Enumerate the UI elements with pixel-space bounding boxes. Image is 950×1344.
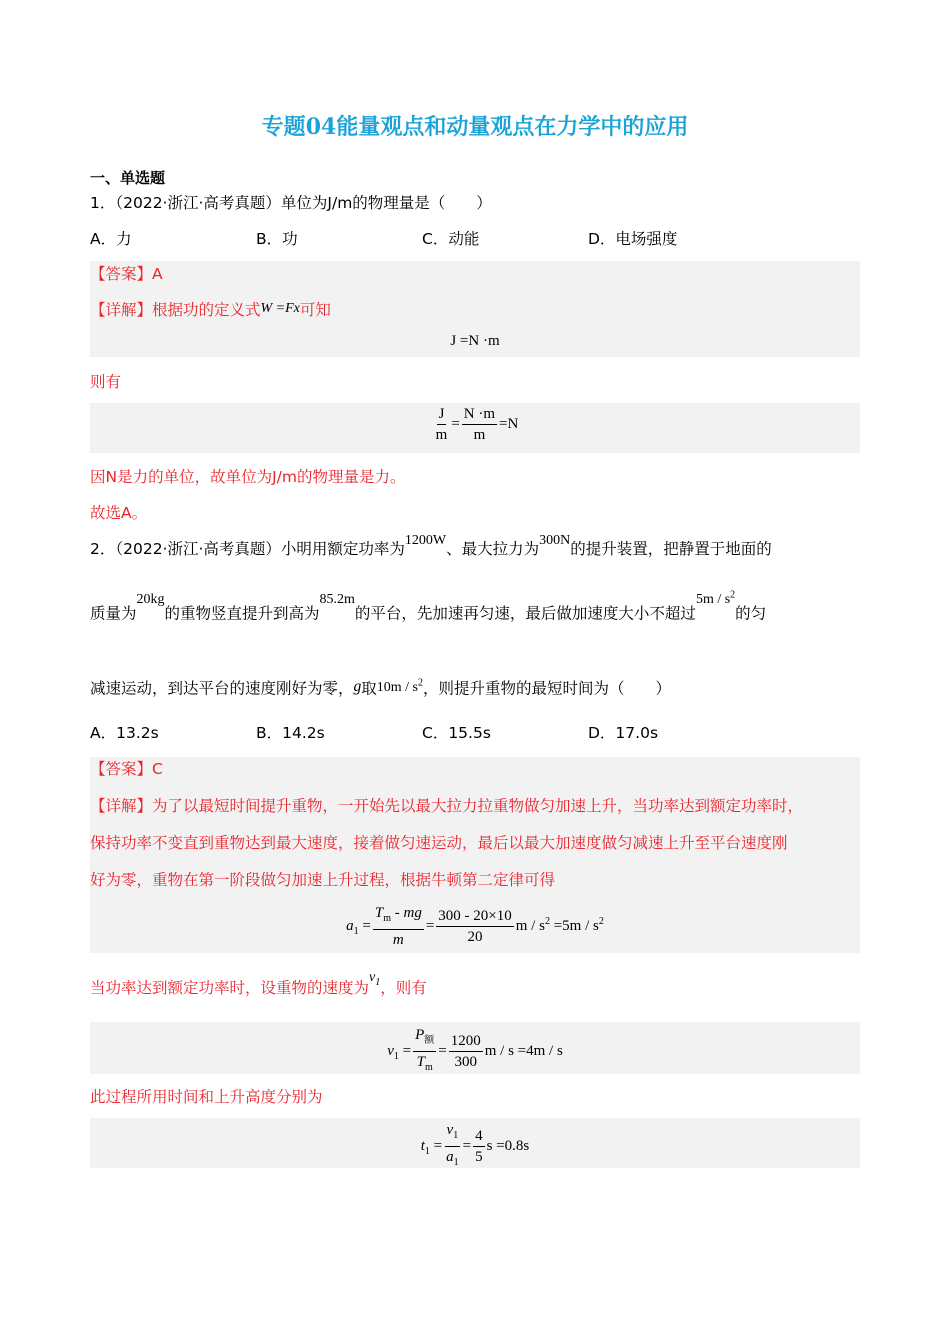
q1-stem: 1．（2022·浙江·高考真题）单位为J/m的物理量是（ ） (90, 194, 492, 212)
q1-option-b: B．功 (256, 230, 298, 248)
q2-time-text: 此过程所用时间和上升高度分别为 (90, 1088, 323, 1106)
section-heading: 一、单选题 (90, 169, 166, 187)
q1-equation-2: $\frac{J}{m}$ = $\frac{N \cdot m}{m}$ =N (435, 406, 519, 443)
q1-detail (90, 299, 331, 323)
q1-eq2-frac-right: $\frac{N \cdot m}{m}$ (463, 406, 496, 443)
q1-eq2-result: =N (499, 415, 519, 432)
q2-velocity-text: 当功率达到额定功率时，设重物的速度为$v_1$，则有 (90, 970, 427, 997)
q2-equation-accel: $a_1$ = $\frac{T_m - mg}{m}$ = $\frac{300 - 20\times 10}{20}$ $m / s^2 =5m / s^2$ (346, 905, 604, 948)
q2-height: 85.2m (319, 591, 355, 607)
q2-stem-line-2: 质量为20kg的重物竖直提升到高为85.2m的平台，先加速再匀速，最后做加速度大小不超过$5m / s^2$的匀 (90, 589, 767, 623)
q1-detail-label: 【详解】根据功的定义式 (90, 301, 261, 319)
q2-v1-symbol: $v_1$ (369, 970, 381, 988)
q1-equation-1: J =N ·m (450, 333, 500, 349)
q1-option-c: C．动能 (422, 230, 480, 248)
q2-equation-velocity: $v_1$ = $\frac{P_额}{T_m}$ = $\frac{1200}{300}$ m / s =4m / s (387, 1027, 563, 1073)
q2-power: 1200W (404, 533, 447, 548)
q1-conclusion: 因N是力的单位，故单位为J/m的物理量是力。 (90, 468, 406, 486)
q2-option-c: C．15.5s (422, 724, 491, 742)
title-suffix: 能量观点和动量观点在力学中的应用 (336, 115, 689, 140)
q2-detail-line-1: 【详解】为了以最短时间提升重物，一开始先以最大拉力拉重物做匀加速上升，当功率达到额定功率时， (90, 797, 804, 815)
q2-g-value: $10m / s^2$ (376, 677, 424, 695)
q2-force: 300N (539, 533, 571, 548)
q1-option-a: A．力 (90, 230, 132, 248)
q2-mass: 20kg (136, 591, 165, 607)
q2-option-a: A．13.2s (90, 724, 159, 742)
q2-option-b: B．14.2s (256, 724, 325, 742)
q1-detail-formula: W =Fx (260, 301, 300, 316)
q1-option-d: D．电场强度 (588, 230, 678, 248)
q1-detail-suffix: 可知 (299, 301, 331, 319)
q2-accel: $5m / s^2$ (695, 589, 736, 607)
q2-detail-line-2: 保持功率不变直到重物达到最大速度，接着做匀速运动，最后以最大加速度做匀减速上升至平台速度刚 (90, 834, 788, 852)
q2-stem-line-3: 减速运动，到达平台的速度刚好为零，g取$10m / s^2$，则提升重物的最短时间为（ ） (90, 677, 672, 698)
q2-answer: 【答案】C (90, 760, 163, 778)
title-prefix: 专题 (261, 115, 306, 140)
page-title (0, 110, 950, 141)
q1-answer: 【答案】A (90, 265, 163, 283)
q2-detail-line-3: 好为零，重物在第一阶段做匀加速上升过程，根据牛顿第二定律可得 (90, 871, 556, 889)
title-number: 04 (305, 114, 337, 140)
q2-stem-line-1: 2．（2022·浙江·高考真题）小明用额定功率为1200W、最大拉力为300N的提升装置，把静置于地面的 (90, 533, 772, 558)
q2-g-symbol: g (353, 677, 362, 695)
q2-equation-time: $t_1$ = $\frac{v_1}{a_1}$ = $\frac{4}{5}$ s =0.8s (420, 1122, 530, 1168)
q1-then: 则有 (90, 373, 122, 391)
q1-eq2-frac-left: $\frac{J}{m}$ (435, 406, 448, 443)
q1-choose: 故选A。 (90, 504, 148, 522)
q2-option-d: D．17.0s (588, 724, 659, 742)
